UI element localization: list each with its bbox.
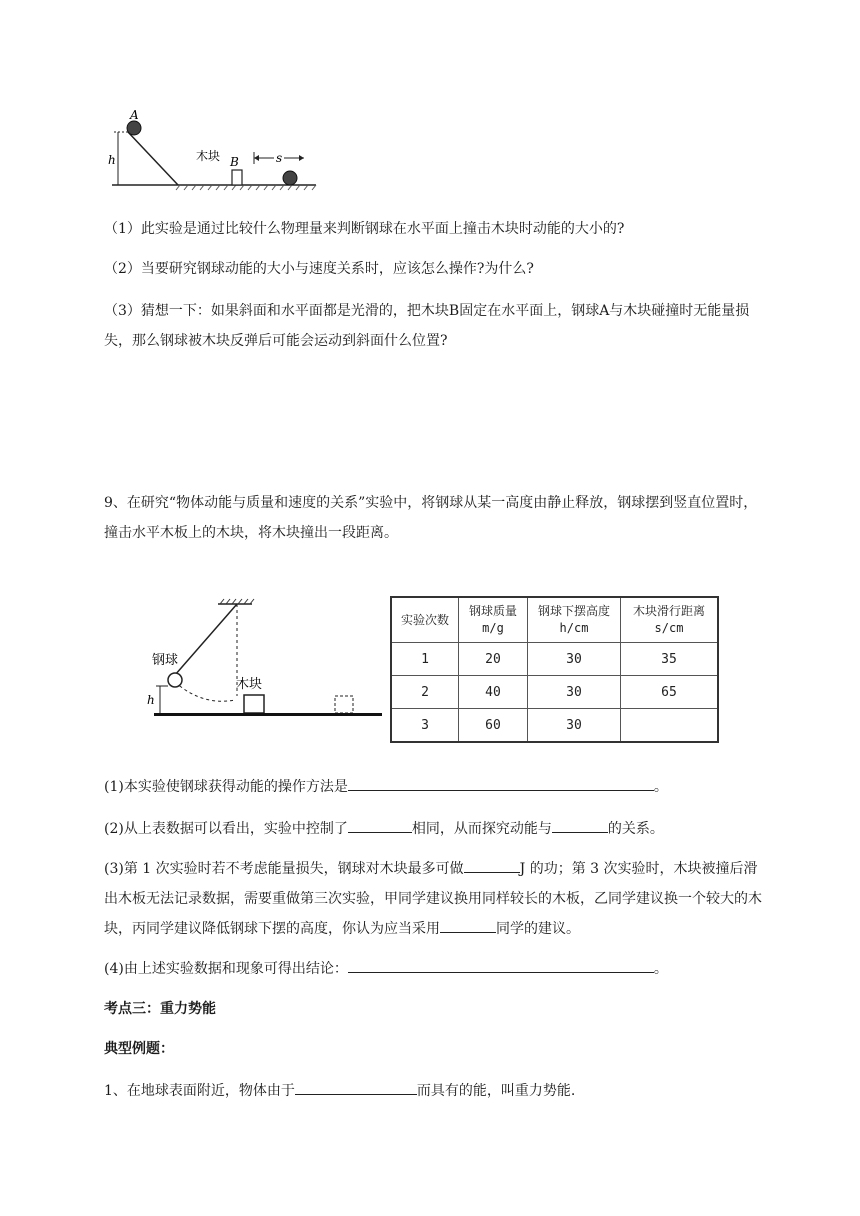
table-cell: 40 — [459, 676, 528, 709]
label-a: A — [130, 108, 139, 122]
table-cell: 30 — [528, 709, 621, 743]
experiment-table — [390, 596, 719, 743]
ball — [283, 171, 297, 185]
table-row — [391, 709, 718, 743]
block — [244, 695, 264, 713]
q9-intro: 9、在研究“物体动能与质量和速度的关系”实验中，将钢球从某一高度由静止释放，钢球摆到竖直位置时，撞击水平木板上的木块，将木块撞出一段距离。 — [104, 495, 758, 541]
table-cell: 30 — [528, 676, 621, 709]
table-cell: 60 — [459, 709, 528, 743]
label-block: 木块 — [196, 149, 221, 163]
answer-blank[interactable] — [440, 914, 496, 933]
answer-blank[interactable] — [552, 814, 608, 833]
header-cell: 木块滑行距离 s/cm — [621, 597, 719, 643]
q8-sub2: （2）当要研究钢球动能的大小与速度关系时，应该怎么操作?为什么? — [104, 261, 534, 277]
q9-sub3: (3)第 1 次实验时若不考虑能量损失，钢球对木块最多可做 J 的功；第 3 次实验时，木块被撞后滑出木板无法记录数据，需要重做第三次实验，甲同学建议换用同样较长的木板，乙同学建议换一个较大的木块，丙同学建议降低钢球下摆的高度，你认为应当采用 同学的建议。 — [104, 854, 764, 944]
header-cell: 钢球质量 m/g — [459, 597, 528, 643]
ball-a — [127, 121, 141, 135]
q9-sub1: (1)本实验使钢球获得动能的操作方法是 。 — [104, 772, 764, 802]
pendulum-ball — [168, 673, 182, 687]
label-s: s — [276, 151, 283, 165]
q9-sub2: (2)从上表数据可以看出，实验中控制了 相同，从而探究动能与 的关系。 — [104, 814, 764, 844]
label-ball: 钢球 — [152, 653, 179, 668]
section-subtitle: 典型例题： — [104, 1041, 174, 1057]
answer-blank[interactable] — [348, 772, 654, 791]
answer-blank[interactable] — [348, 814, 412, 833]
header-cell: 实验次数 — [391, 597, 459, 643]
table-cell: 2 — [391, 676, 459, 709]
pendulum-figure — [140, 596, 390, 720]
table-cell: 1 — [391, 643, 459, 676]
block-b — [232, 170, 242, 185]
label-b: B — [230, 155, 239, 169]
q8-sub1: （1）此实验是通过比较什么物理量来判断钢球在水平面上撞击木块时动能的大小的? — [104, 221, 625, 237]
label-h: h — [147, 693, 155, 707]
incline-figure — [104, 108, 324, 192]
table-cell — [621, 709, 719, 743]
answer-blank[interactable] — [295, 1076, 417, 1095]
header-cell: 钢球下摆高度 h/cm — [528, 597, 621, 643]
block-moved — [335, 696, 353, 713]
q1: 1、在地球表面附近，物体由于 而具有的能，叫重力势能. — [104, 1076, 764, 1106]
table-cell: 65 — [621, 676, 719, 709]
table-row — [391, 643, 718, 676]
table-row — [391, 676, 718, 709]
label-block: 木块 — [236, 677, 263, 692]
answer-blank[interactable] — [464, 854, 520, 873]
table-cell: 20 — [459, 643, 528, 676]
label-h: h — [108, 153, 116, 167]
q8-sub3: （3）猜想一下：如果斜面和水平面都是光滑的，把木块B固定在水平面上，钢球A与木块碰撞时无能量损失，那么钢球被木块反弹后可能会运动到斜面什么位置? — [104, 303, 750, 349]
table-cell: 30 — [528, 643, 621, 676]
answer-blank[interactable] — [348, 954, 654, 973]
table-cell: 35 — [621, 643, 719, 676]
section-title: 考点三：重力势能 — [104, 1001, 216, 1017]
table-cell: 3 — [391, 709, 459, 743]
q9-sub4: (4)由上述实验数据和现象可得出结论： 。 — [104, 954, 764, 984]
